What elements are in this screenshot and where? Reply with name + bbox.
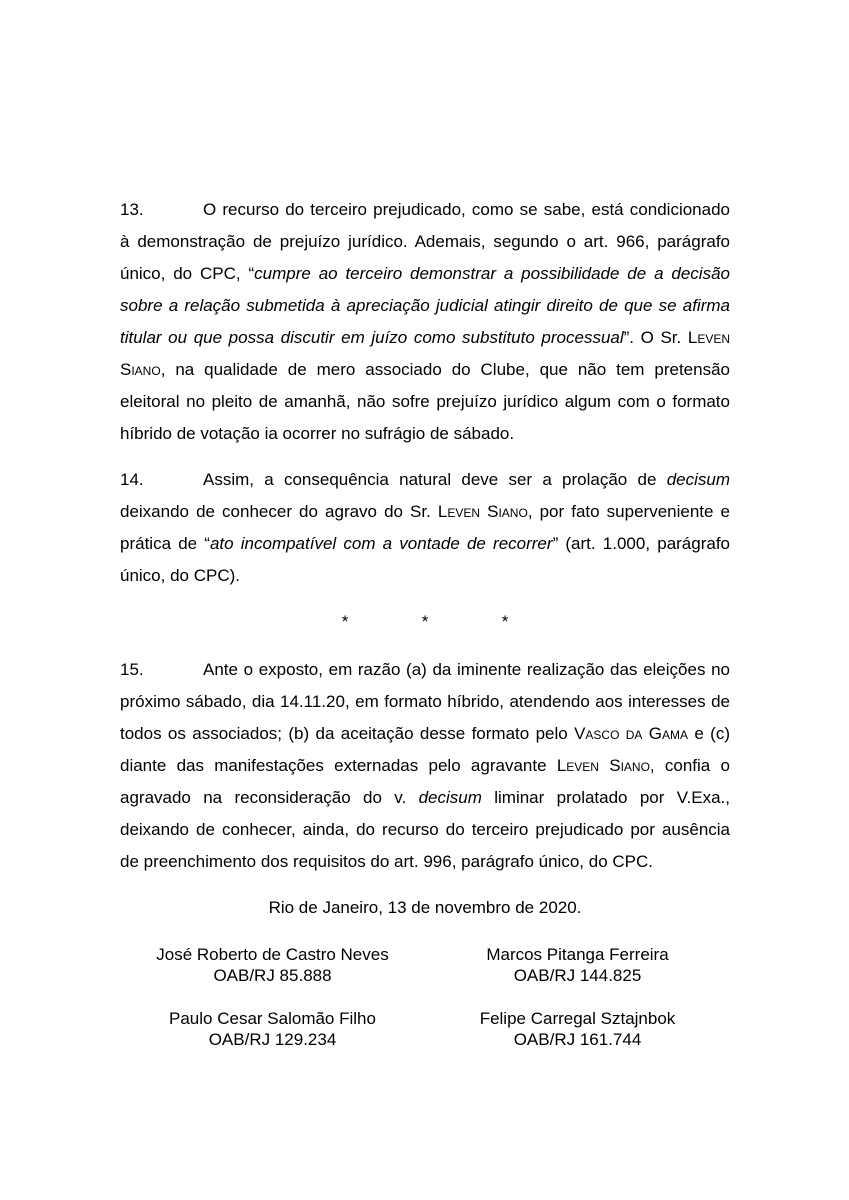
- signature-name: Marcos Pitanga Ferreira: [486, 945, 669, 964]
- paragraph-14: [120, 464, 730, 592]
- paragraph-15-text: Ante o exposto, em razão (a) da iminente realização das eleições no próximo sábado, dia 14.11.20, em formato híbrido, atendendo aos interesses de todos os associados; (b) da aceitação desse formato pelo Vasco da Gama e (c) diante das manifestações externadas pelo agravante Leven Siano, confia o agravado na reconsideração do v. decisum liminar prolatado por V.Exa., deixando de conhecer, ainda, do recurso do terceiro prejudicado por ausência de preenchimento dos requisitos do art. 996, parágrafo único, do CPC.: [120, 660, 730, 871]
- signature-name: Paulo Cesar Salomão Filho: [169, 1009, 376, 1028]
- signature-name: Felipe Carregal Sztajnbok: [479, 1009, 676, 1028]
- separator-star: *: [501, 612, 509, 631]
- paragraph-13: [120, 194, 730, 450]
- paragraph-13-number: 13.: [120, 200, 144, 219]
- separator-star: *: [341, 612, 349, 631]
- section-separator: [120, 606, 730, 638]
- signature-block: [120, 944, 730, 1050]
- paragraph-14-number: 14.: [120, 470, 144, 489]
- signature-oab: OAB/RJ 129.234: [208, 1030, 337, 1049]
- paragraph-15-number: 15.: [120, 660, 144, 679]
- signature-jose-roberto: [120, 944, 425, 986]
- paragraph-14-text: Assim, a consequência natural deve ser a prolação de decisum deixando de conhecer do agravo do Sr. Leven Siano, por fato superveniente e prática de “ato incompatível com a vontade de recorrer” (art. 1.000, parágrafo único, do CPC).: [120, 470, 731, 585]
- signature-paulo-cesar: [120, 1008, 425, 1050]
- signature-oab: OAB/RJ 144.825: [513, 966, 642, 985]
- paragraph-13-text: O recurso do terceiro prejudicado, como se sabe, está condicionado à demonstração de prejuízo jurídico. Ademais, segundo o art. 966, parágrafo único, do CPC, “cumpre ao terceiro demonstrar a possibilidade de a decisão sobre a relação submetida à apreciação judicial atingir direito de que se afirma titular ou que possa discutir em juízo como substituto processual”. O Sr. Leven Siano, na qualidade de mero associado do Clube, que não tem pretensão eleitoral no pleito de amanhã, não sofre prejuízo jurídico algum com o formato híbrido de votação ia ocorrer no sufrágio de sábado.: [120, 200, 731, 443]
- paragraph-15: [120, 654, 730, 878]
- separator-star: *: [421, 612, 429, 631]
- signature-felipe-carregal: [425, 1008, 730, 1050]
- date-line: Rio de Janeiro, 13 de novembro de 2020.: [268, 898, 582, 917]
- signature-marcos-pitanga: [425, 944, 730, 986]
- signature-oab: OAB/RJ 85.888: [213, 966, 332, 985]
- signature-oab: OAB/RJ 161.744: [513, 1030, 642, 1049]
- signature-name: José Roberto de Castro Neves: [156, 945, 389, 964]
